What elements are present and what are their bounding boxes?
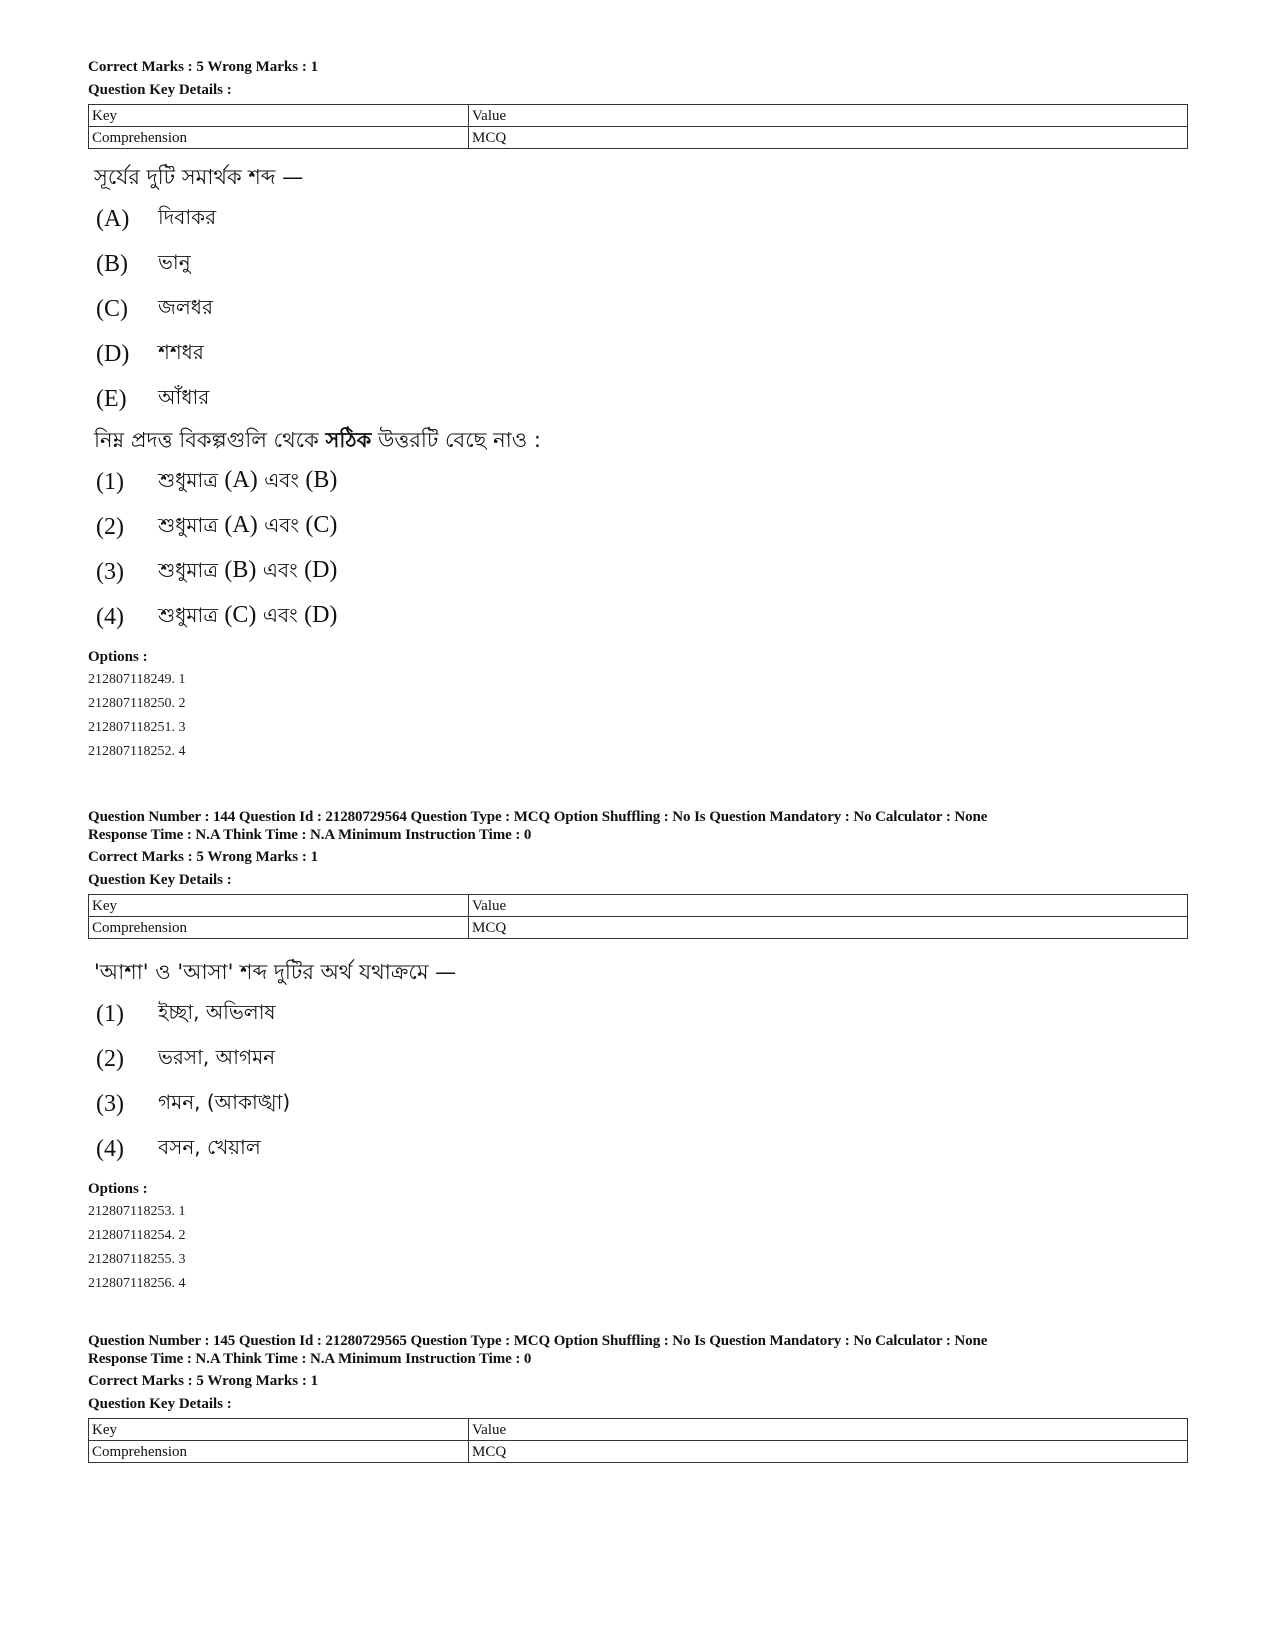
statement-label: (B) (96, 251, 128, 277)
table-row (89, 895, 1188, 917)
statement-text: আঁধার (158, 385, 210, 409)
choice-label: (2) (96, 1046, 124, 1072)
key-header: Key (89, 1419, 469, 1441)
choice-text: ইচ্ছা, অভিলাষ (158, 1000, 276, 1024)
list-item (88, 197, 1188, 242)
q145-key-details-label: Question Key Details : (88, 1396, 232, 1412)
instruction-post: উত্তরটি বেছে নাও : (371, 428, 541, 452)
list-item (88, 1082, 1188, 1127)
choice-conj: এবং (264, 513, 300, 537)
choice-label: (4) (96, 1136, 124, 1162)
list-item (88, 550, 1188, 595)
choice-b: (D) (304, 602, 338, 628)
choice-word: শুধুমাত্র (158, 558, 219, 582)
choice-word: শুধুমাত্র (158, 513, 219, 537)
value-cell: MCQ (469, 127, 1188, 149)
choice-conj: এবং (262, 558, 298, 582)
q144-section (88, 808, 1188, 939)
q144-key-table (88, 894, 1188, 939)
q144-stem: 'আশা' ও 'আসা' শব্দ দুটির অর্থ যথাক্রমে — (94, 960, 457, 984)
statement-label: (A) (96, 206, 130, 232)
choice-label: (2) (96, 514, 124, 540)
list-item (88, 242, 1188, 287)
choice-text (158, 466, 337, 499)
option-id: 212807118254. 2 (88, 1228, 186, 1243)
q144-choice-list (88, 992, 1188, 1172)
choice-word: শুধুমাত্র (158, 468, 219, 492)
option-id: 212807118256. 4 (88, 1276, 186, 1291)
option-id: 212807118253. 1 (88, 1204, 186, 1219)
list-item (88, 505, 1188, 550)
table-row (89, 1441, 1188, 1463)
option-id: 212807118249. 1 (88, 672, 186, 687)
q143-choice-list (88, 460, 1188, 640)
list-item (88, 287, 1188, 332)
choice-label: (3) (96, 1091, 124, 1117)
value-header: Value (469, 895, 1188, 917)
q144-body (88, 958, 1188, 1296)
statement-text: দিবাকর (158, 205, 217, 229)
choice-text (158, 601, 337, 634)
list-item (88, 332, 1188, 377)
q143-key-table (88, 104, 1188, 149)
list-item (88, 460, 1188, 505)
choice-b: (D) (304, 557, 338, 583)
q144-meta-line-1: Question Number : 144 Question Id : 21280729564 Question Type : MCQ Option Shuffling : No Is Question Mandatory : No Calculator : None (88, 809, 988, 825)
choice-text (158, 556, 337, 589)
option-id: 212807118250. 2 (88, 696, 186, 711)
statement-text: শশধর (158, 340, 204, 364)
choice-word: শুধুমাত্র (158, 603, 219, 627)
q145-section (88, 1332, 1188, 1463)
choice-a: (A) (224, 467, 258, 493)
key-cell: Comprehension (89, 917, 469, 939)
q144-meta-line-2: Response Time : N.A Think Time : N.A Minimum Instruction Time : 0 (88, 827, 532, 843)
q143-section (88, 58, 1188, 149)
choice-label: (3) (96, 559, 124, 585)
choice-conj: এবং (264, 468, 300, 492)
choice-text: গমন, (আকাঙ্খা) (158, 1090, 291, 1114)
options-label: Options : (88, 649, 148, 665)
list-item (88, 1037, 1188, 1082)
instruction-pre: নিম্ন প্রদত্ত বিকল্পগুলি থেকে (94, 428, 326, 452)
q144-marks: Correct Marks : 5 Wrong Marks : 1 (88, 849, 319, 865)
option-id: 212807118251. 3 (88, 720, 186, 735)
value-header: Value (469, 1419, 1188, 1441)
options-label: Options : (88, 1181, 148, 1197)
value-cell: MCQ (469, 1441, 1188, 1463)
q144-options (88, 1178, 1188, 1296)
option-id: 212807118252. 4 (88, 744, 186, 759)
q143-marks: Correct Marks : 5 Wrong Marks : 1 (88, 59, 319, 75)
choice-b: (B) (305, 467, 338, 493)
q143-options (88, 646, 1188, 764)
q143-statement-list (88, 197, 1188, 422)
value-cell: MCQ (469, 917, 1188, 939)
instruction-bold: সঠিক (325, 428, 372, 452)
key-cell: Comprehension (89, 1441, 469, 1463)
q143-key-details-label: Question Key Details : (88, 82, 232, 98)
list-item (88, 992, 1188, 1037)
list-item (88, 377, 1188, 422)
statement-label: (E) (96, 386, 127, 412)
value-header: Value (469, 105, 1188, 127)
choice-b: (C) (305, 512, 338, 538)
statement-label: (D) (96, 341, 130, 367)
q144-key-details-label: Question Key Details : (88, 872, 232, 888)
choice-label: (4) (96, 604, 124, 630)
q145-marks: Correct Marks : 5 Wrong Marks : 1 (88, 1373, 319, 1389)
option-id: 212807118255. 3 (88, 1252, 186, 1267)
list-item (88, 1127, 1188, 1172)
choice-text: বসন, খেয়াল (158, 1135, 261, 1159)
table-row (89, 1419, 1188, 1441)
key-header: Key (89, 105, 469, 127)
choice-text: ভরসা, আগমন (158, 1045, 276, 1069)
list-item (88, 595, 1188, 640)
choice-conj: এবং (262, 603, 298, 627)
choice-text (158, 511, 337, 544)
table-row (89, 105, 1188, 127)
q143-stem: সূর্যের দুটি সমার্থক শব্দ — (94, 165, 304, 189)
q143-instruction (88, 426, 1188, 454)
choice-label: (1) (96, 1001, 124, 1027)
key-header: Key (89, 895, 469, 917)
choice-a: (B) (224, 557, 257, 583)
q145-meta-line-2: Response Time : N.A Think Time : N.A Minimum Instruction Time : 0 (88, 1351, 532, 1367)
key-cell: Comprehension (89, 127, 469, 149)
choice-label: (1) (96, 469, 124, 495)
q143-body (88, 163, 1188, 764)
q145-key-table (88, 1418, 1188, 1463)
q145-meta-line-1: Question Number : 145 Question Id : 21280729565 Question Type : MCQ Option Shuffling : No Is Question Mandatory : No Calculator : None (88, 1333, 988, 1349)
table-row (89, 917, 1188, 939)
choice-a: (A) (224, 512, 258, 538)
statement-text: জলধর (158, 295, 214, 319)
table-row (89, 127, 1188, 149)
statement-label: (C) (96, 296, 128, 322)
choice-a: (C) (224, 602, 257, 628)
statement-text: ভানু (158, 250, 191, 274)
